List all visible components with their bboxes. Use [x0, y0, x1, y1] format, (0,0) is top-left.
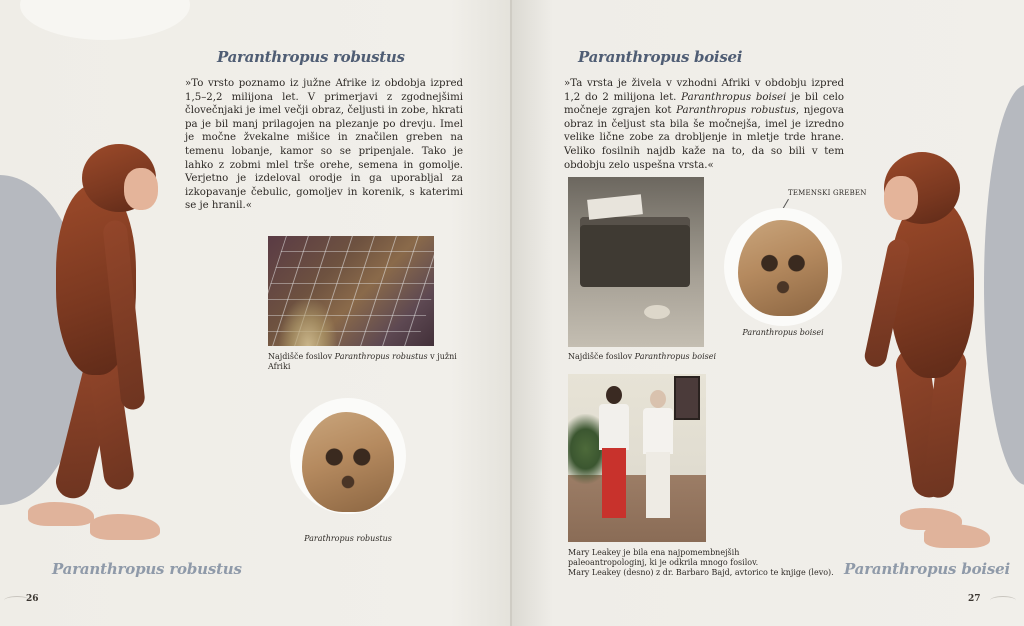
footer-species-name: Paranthropus boisei: [844, 560, 1011, 578]
page-number: 27: [968, 594, 981, 604]
page-title: Paranthropus boisei: [578, 48, 743, 66]
fossil-site-photo: [568, 177, 704, 347]
page-number: 26: [26, 594, 39, 604]
skull-caption: Paranthropus boisei: [742, 328, 824, 337]
skull-crest-label: TEMENSKI GREBEN: [788, 189, 867, 197]
rock-photo-caption: Najdišče fosilov Paranthropus boisei: [568, 352, 717, 361]
footer-species-name: Paranthropus robustus: [52, 560, 242, 578]
decorative-cloud: [20, 0, 190, 40]
decorative-swirl: [990, 596, 1016, 605]
people-photo-caption: Mary Leakey je bila ena najpomembnejših paleoantropologinj, ki je odkrila mnogo fosilov. Mary Leakey (desno) z dr. Barbaro Bajd, avtorico te knjige (levo).: [568, 548, 834, 577]
body-text: »Ta vrsta je živela v vzhodni Afriki v obdobju izpred 1,2 do 2 milijona let. Paranthropus boisei je bil celo močneje zgrajen kot Paranthropus robustus, njegova obraz in čeljust sta bila še močnejša, imel je izredno velike lične zobe za drobljenje in mletje trde hrane. Veliko fosilnih najdb kaže na to, da so bili v tem obdobju zelo uspešna vrsta.«: [564, 78, 844, 171]
mary-leakey-photo: [568, 374, 706, 542]
paranthropus-robustus-illustration: [26, 140, 166, 560]
fossil-site-photo: [268, 236, 434, 346]
robustus-skull: [302, 412, 394, 512]
right-page: [512, 0, 1024, 626]
site-photo-caption: Najdišče fosilov Paranthropus robustus v južni Afriki: [268, 352, 457, 371]
body-text: »To vrsto poznamo iz južne Afrike iz obdobja izpred 1,5–2,2 milijona let. V primerjavi z zgodnejšimi človečnjaki je imel večji obraz, čeljusti in zobe, hkrati pa je bil manj prilagojen na plezanje po drevju. Imel je močne žvekalne mišice in značilen greben na temenu lobanje, kamor so se pripenjale. Tako je lahko z zobmi mlel trše orehe, semena in gomolje. Verjetno je izdeloval orodje in ga uporabljal za izkopavanje čebulic, gomoljev in korenik, s katerimi se je hranil.«: [185, 78, 463, 212]
page-title: Paranthropus robustus: [217, 48, 405, 66]
paranthropus-boisei-illustration: [860, 148, 1000, 558]
skull-caption: Parathropus robustus: [304, 534, 392, 543]
boisei-skull: [738, 220, 828, 316]
